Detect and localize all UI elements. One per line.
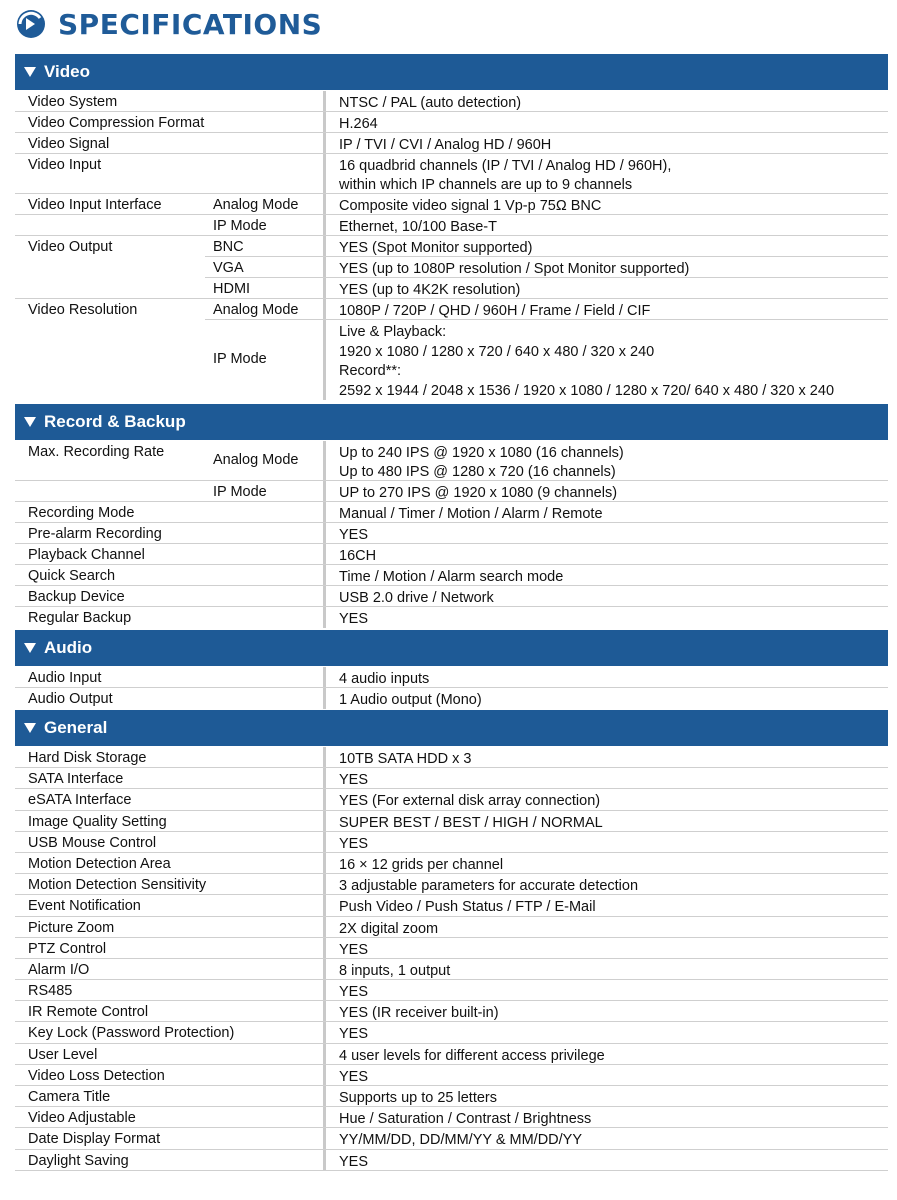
table-row: Backup Device USB 2.0 drive / Network (15, 586, 888, 607)
table-row: Video Resolution Analog Mode 1080P / 720P / QHD / 960H / Frame / Field / CIF (15, 299, 888, 320)
table-row: Audio Input 4 audio inputs (15, 667, 888, 688)
general-table (15, 747, 888, 1171)
triangle-down-icon (24, 67, 36, 77)
table-row: HDMI YES (up to 4K2K resolution) (15, 278, 888, 299)
table-row: Key Lock (Password Protection) YES (15, 1022, 888, 1043)
table-row: Date Display Format YY/MM/DD, DD/MM/YY & MM/DD/YY (15, 1128, 888, 1149)
section-title: General (44, 718, 108, 737)
table-row: Video Input 16 quadbrid channels (IP / TVI / Analog HD / 960H), within which IP channels are up to 9 channels (15, 154, 888, 194)
section-header-record (15, 404, 888, 440)
table-row: User Level 4 user levels for different access privilege (15, 1044, 888, 1065)
table-row: Audio Output 1 Audio output (Mono) (15, 688, 888, 709)
table-row: Camera Title Supports up to 25 letters (15, 1086, 888, 1107)
section-header-audio (15, 630, 888, 666)
table-row: Motion Detection Area 16 × 12 grids per channel (15, 853, 888, 874)
table-row: Video Input Interface Analog Mode Composite video signal 1 Vp-p 75Ω BNC (15, 194, 888, 215)
title-text: SPECIFICATIONS (58, 7, 323, 41)
table-row: Video Compression Format H.264 (15, 112, 888, 133)
triangle-down-icon (24, 723, 36, 733)
table-row: Picture Zoom 2X digital zoom (15, 917, 888, 938)
table-row: Quick Search Time / Motion / Alarm search mode (15, 565, 888, 586)
table-row: IP Mode Live & Playback: 1920 x 1080 / 1280 x 720 / 640 x 480 / 320 x 240 Record**: 2592 x 1944 / 2048 x 1536 / 1920 x 1080 / 1280 x 720/ 640 x 480 / 320 x 240 (15, 320, 888, 400)
table-row: Regular Backup YES (15, 607, 888, 628)
triangle-down-icon (24, 417, 36, 427)
triangle-down-icon (24, 643, 36, 653)
table-row: SATA Interface YES (15, 768, 888, 789)
arrow-circle-icon (16, 9, 46, 39)
video-table (15, 91, 888, 400)
section-title: Record & Backup (44, 412, 186, 431)
table-row: IP Mode Ethernet, 10/100 Base-T (15, 215, 888, 236)
table-row: Video Adjustable Hue / Saturation / Contrast / Brightness (15, 1107, 888, 1128)
table-row: RS485 YES (15, 980, 888, 1001)
section-title: Video (44, 62, 90, 81)
table-row: Pre-alarm Recording YES (15, 523, 888, 544)
table-row: eSATA Interface YES (For external disk array connection) (15, 789, 888, 810)
table-row: Alarm I/O 8 inputs, 1 output (15, 959, 888, 980)
section-header-general (15, 710, 888, 746)
record-table (15, 441, 888, 628)
table-row: IR Remote Control YES (IR receiver built-in) (15, 1001, 888, 1022)
table-row: IP Mode UP to 270 IPS @ 1920 x 1080 (9 channels) (15, 481, 888, 502)
table-row: Video Signal IP / TVI / CVI / Analog HD / 960H (15, 133, 888, 154)
table-row: Recording Mode Manual / Timer / Motion / Alarm / Remote (15, 502, 888, 523)
table-row: Video Loss Detection YES (15, 1065, 888, 1086)
table-row: Playback Channel 16CH (15, 544, 888, 565)
table-row: Image Quality Setting SUPER BEST / BEST / HIGH / NORMAL (15, 811, 888, 832)
audio-table (15, 667, 888, 709)
table-row: Video System NTSC / PAL (auto detection) (15, 91, 888, 112)
table-row: USB Mouse Control YES (15, 832, 888, 853)
table-row: PTZ Control YES (15, 938, 888, 959)
section-title: Audio (44, 638, 93, 657)
table-row: Event Notification Push Video / Push Status / FTP / E-Mail (15, 895, 888, 916)
table-row: Video Output BNC YES (Spot Monitor supported) (15, 236, 888, 257)
table-row: VGA YES (up to 1080P resolution / Spot Monitor supported) (15, 257, 888, 278)
table-row: Hard Disk Storage 10TB SATA HDD x 3 (15, 747, 888, 768)
table-row: Motion Detection Sensitivity 3 adjustable parameters for accurate detection (15, 874, 888, 895)
page-title (16, 5, 322, 43)
table-row: Max. Recording Rate Analog Mode Up to 240 IPS @ 1920 x 1080 (16 channels) Up to 480 IPS @ 1280 x 720 (16 channels) (15, 441, 888, 481)
table-row: Daylight Saving YES (15, 1150, 888, 1171)
section-header-video (15, 54, 888, 90)
